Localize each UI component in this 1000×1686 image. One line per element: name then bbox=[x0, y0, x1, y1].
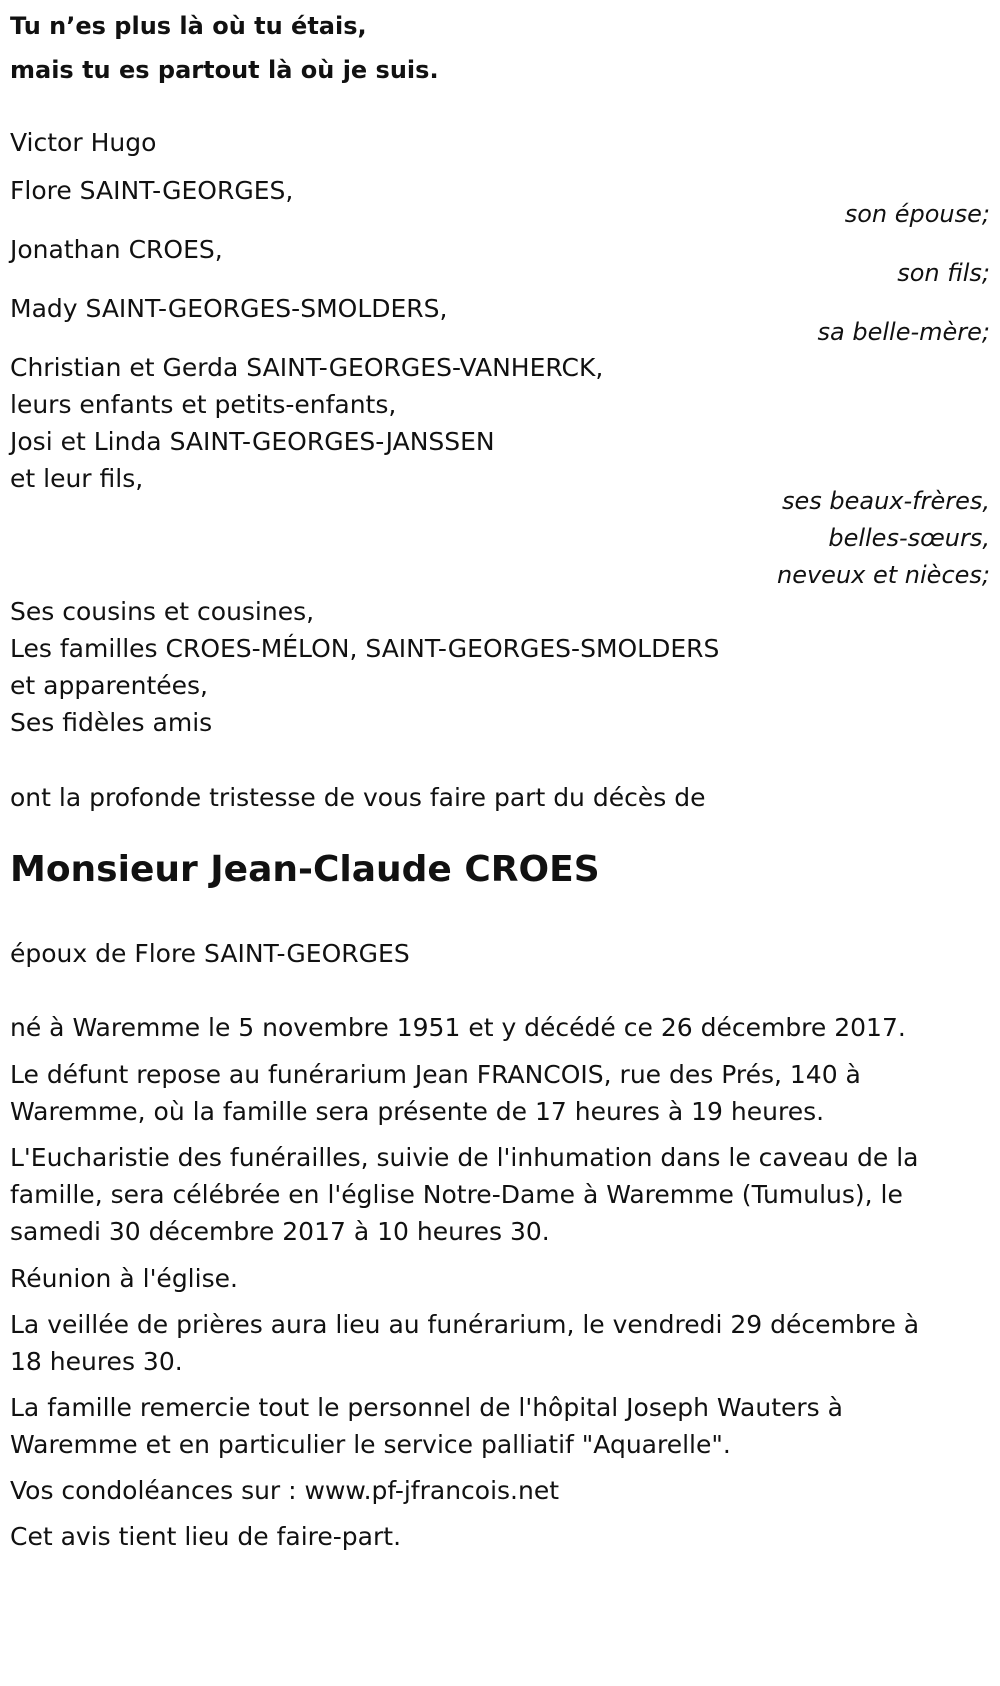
deceased-spouse-line: époux de Flore SAINT-GEORGES bbox=[10, 939, 410, 968]
detail-thanks-line-1: La famille remercie tout le personnel de l'hôpital Joseph Wauters à bbox=[10, 1393, 843, 1422]
quote-line-2: mais tu es partout là où je suis. bbox=[10, 56, 439, 84]
detail-notice: Cet avis tient lieu de faire-part. bbox=[10, 1522, 402, 1551]
family-spouse-name: Flore SAINT-GEORGES, bbox=[10, 176, 294, 205]
others-line-3: et apparentées, bbox=[10, 671, 208, 700]
detail-birth-death: né à Waremme le 5 novembre 1951 et y décédé ce 26 décembre 2017. bbox=[10, 1013, 906, 1042]
family-inlaws-line-1: Christian et Gerda SAINT-GEORGES-VANHERCK, bbox=[10, 353, 604, 382]
detail-ceremony-line-3: samedi 30 décembre 2017 à 10 heures 30. bbox=[10, 1217, 550, 1246]
detail-vigil-line-2: 18 heures 30. bbox=[10, 1347, 183, 1376]
others-line-4: Ses fidèles amis bbox=[10, 708, 213, 737]
detail-ceremony-line-1: L'Eucharistie des funérailles, suivie de l'inhumation dans le caveau de la bbox=[10, 1143, 919, 1172]
family-mother-in-law-relation: sa belle-mère; bbox=[817, 318, 990, 346]
family-inlaws-relation-2: belles-sœurs, bbox=[828, 524, 990, 552]
quote-author: Victor Hugo bbox=[10, 128, 157, 157]
detail-ceremony-line-2: famille, sera célébrée en l'église Notre-Dame à Waremme (Tumulus), le bbox=[10, 1180, 903, 1209]
deceased-name: Monsieur Jean-Claude CROES bbox=[10, 849, 600, 890]
family-inlaws-line-3: Josi et Linda SAINT-GEORGES-JANSSEN bbox=[10, 427, 495, 456]
others-line-1: Ses cousins et cousines, bbox=[10, 597, 315, 626]
family-inlaws-relation-1: ses beaux-frères, bbox=[781, 487, 990, 515]
detail-thanks-line-2: Waremme et en particulier le service palliatif "Aquarelle". bbox=[10, 1430, 731, 1459]
announcement-text: ont la profonde tristesse de vous faire part du décès de bbox=[10, 783, 706, 812]
family-son-relation: son fils; bbox=[897, 259, 990, 287]
others-line-2: Les familles CROES-MÉLON, SAINT-GEORGES-SMOLDERS bbox=[10, 634, 720, 663]
family-mother-in-law-name: Mady SAINT-GEORGES-SMOLDERS, bbox=[10, 294, 448, 323]
detail-vigil-line-1: La veillée de prières aura lieu au funérarium, le vendredi 29 décembre à bbox=[10, 1310, 920, 1339]
family-inlaws-line-2: leurs enfants et petits-enfants, bbox=[10, 390, 397, 419]
family-inlaws-line-4: et leur fils, bbox=[10, 464, 144, 493]
quote-line-1: Tu n’es plus là où tu étais, bbox=[10, 12, 367, 40]
family-spouse-relation: son épouse; bbox=[844, 200, 990, 228]
detail-funerarium-line-2: Waremme, où la famille sera présente de 17 heures à 19 heures. bbox=[10, 1097, 825, 1126]
family-son-name: Jonathan CROES, bbox=[10, 235, 223, 264]
detail-condolences: Vos condoléances sur : www.pf-jfrancois.net bbox=[10, 1476, 560, 1505]
family-inlaws-relation-3: neveux et nièces; bbox=[777, 561, 990, 589]
detail-funerarium-line-1: Le défunt repose au funérarium Jean FRANCOIS, rue des Prés, 140 à bbox=[10, 1060, 861, 1089]
detail-gathering: Réunion à l'église. bbox=[10, 1264, 238, 1293]
